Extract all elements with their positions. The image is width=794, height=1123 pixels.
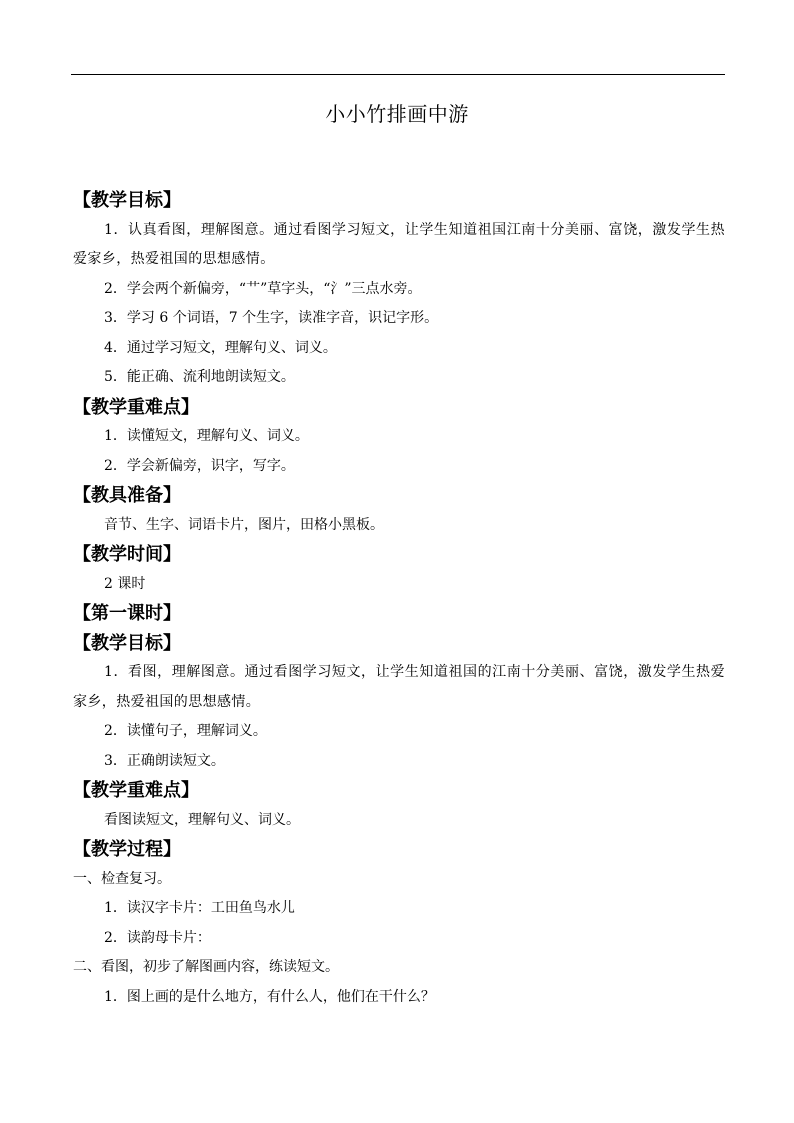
section-heading-lesson-1-key-points: 【教学重难点】 bbox=[73, 780, 199, 801]
process-step-2-item-1: 1．图上画的是什么地方，有什么人，他们在干什么？ bbox=[104, 988, 435, 1005]
key-item-2: 2．学会新偏旁，识字，写字。 bbox=[104, 457, 295, 474]
lesson1-key-text: 看图读短文，理解句义、词义。 bbox=[104, 811, 300, 828]
section-heading-time: 【教学时间】 bbox=[73, 544, 181, 565]
lesson1-goal-item-1: 1．看图，理解图意。通过看图学习短文，让学生知道祖国的江南十分美丽、富饶，激发学生热爱家乡，热爱祖国的思想感情。 bbox=[73, 664, 725, 710]
document-title: 小小竹排画中游 bbox=[325, 102, 469, 126]
lesson1-goal-item-2: 2．读懂句子，理解词义。 bbox=[104, 723, 267, 739]
section-heading-lesson-1: 【第一课时】 bbox=[73, 603, 181, 624]
process-step-2: 二、看图，初步了解图画内容，练读短文。 bbox=[73, 959, 339, 975]
lesson1-goal-item-3: 3．正确朗读短文。 bbox=[104, 752, 225, 769]
section-heading-key-points: 【教学重难点】 bbox=[73, 396, 199, 418]
goal-item-3: 3．学习 6 个词语，7 个生字，读准字音，识记字形。 bbox=[104, 310, 439, 326]
tools-text: 音节、生字、词语卡片，图片，田格小黑板。 bbox=[104, 516, 384, 533]
section-heading-goals: 【教学目标】 bbox=[73, 190, 181, 211]
goal-item-4: 4．通过学习短文，理解句义、词义。 bbox=[104, 339, 337, 356]
time-text: 2 课时 bbox=[104, 575, 146, 592]
process-step-1-item-1: 1．读汉字卡片：工田鱼鸟水儿 bbox=[104, 900, 295, 916]
header-rule bbox=[71, 74, 725, 75]
process-step-1-item-2: 2．读韵母卡片： bbox=[104, 929, 211, 946]
key-item-1: 1．读懂短文，理解句义、词义。 bbox=[104, 428, 309, 444]
section-heading-lesson-1-goals: 【教学目标】 bbox=[73, 632, 181, 654]
section-heading-process: 【教学过程】 bbox=[73, 839, 181, 860]
goal-item-1: 1．认真看图，理解图意。通过看图学习短文，让学生知道祖国江南十分美丽、富饶，激发学生热爱家乡，热爱祖国的思想感情。 bbox=[73, 221, 725, 267]
process-step-1: 一、检查复习。 bbox=[73, 870, 171, 887]
goal-item-5: 5．能正确、流利地朗读短文。 bbox=[104, 369, 295, 385]
document-body bbox=[73, 186, 725, 1012]
section-heading-tools: 【教具准备】 bbox=[73, 485, 181, 506]
goal-item-2: 2．学会两个新偏旁，“艹”草字头，“氵”三点水旁。 bbox=[104, 280, 422, 297]
